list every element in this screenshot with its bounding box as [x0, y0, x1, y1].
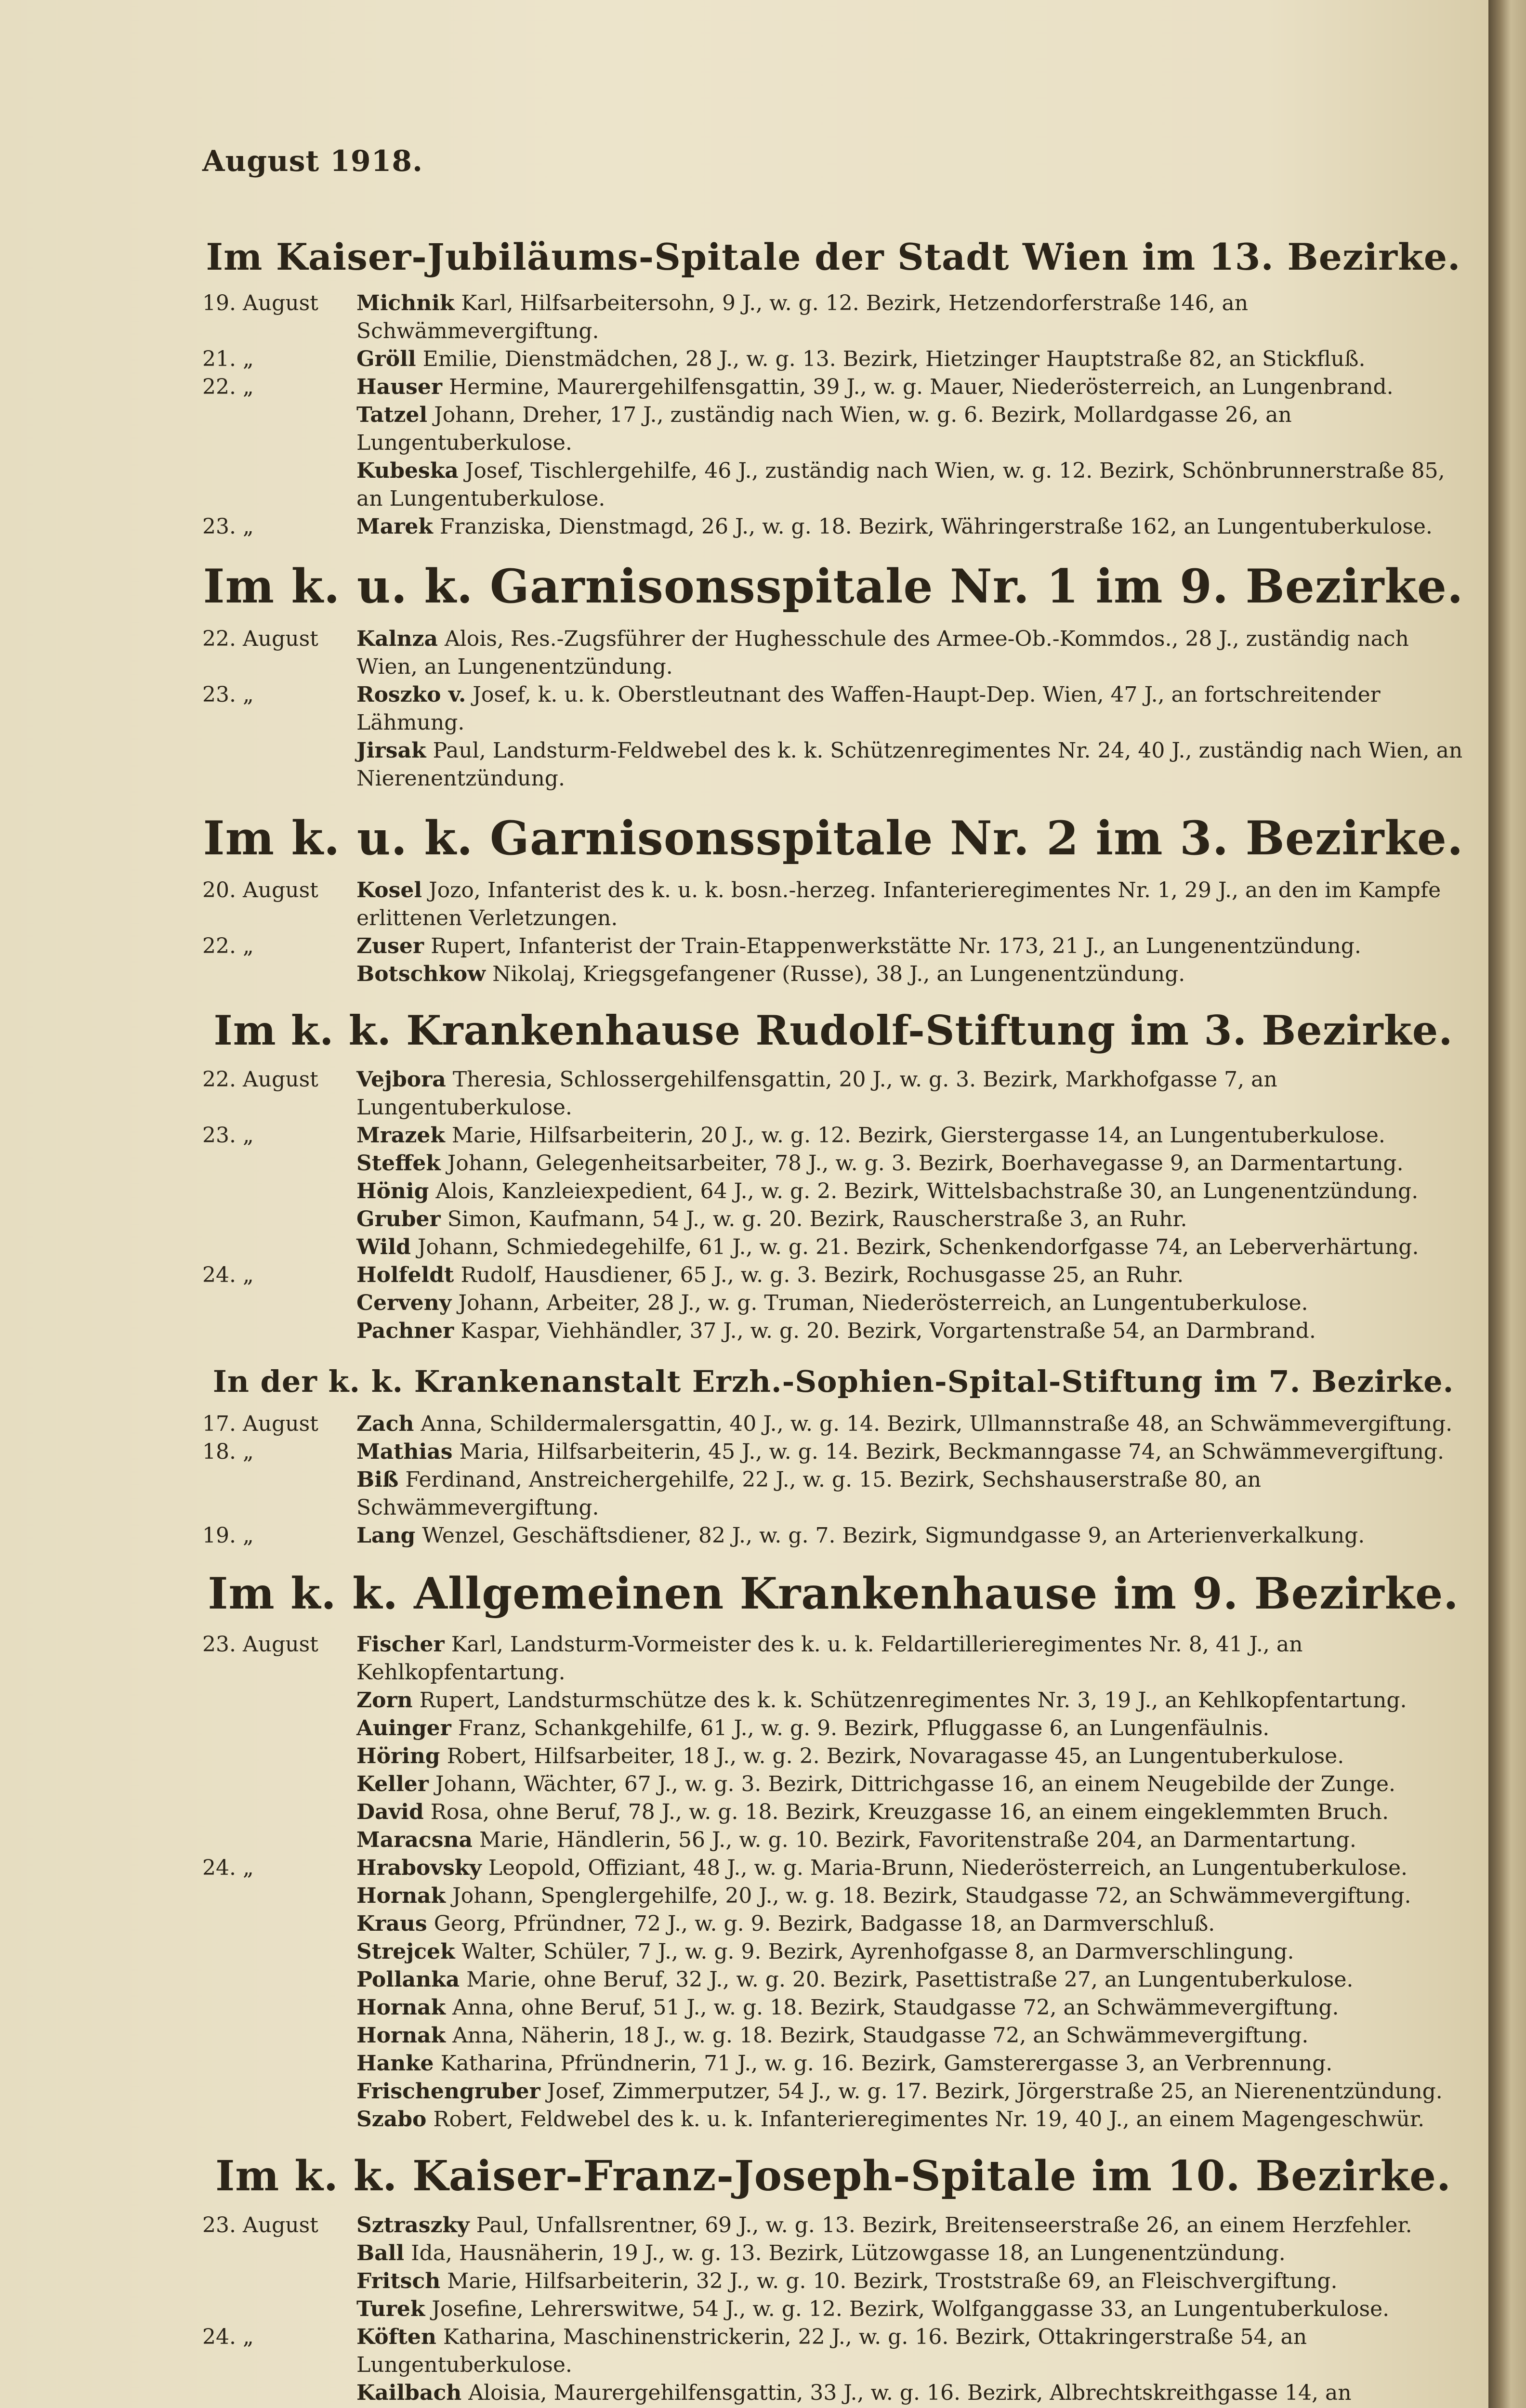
entry-body	[356, 1066, 1464, 1122]
entry-details: Simon, Kaufmann, 54 J., w. g. 20. Bezirk, Rauscherstraße 3, an Ruhr.	[447, 1206, 1187, 1231]
entry-surname: Kailbach	[356, 2381, 462, 2406]
entry-surname: Kubeska	[356, 458, 459, 484]
entry-surname: Fritsch	[356, 2269, 441, 2294]
entry-details: Johann, Schmiedegehilfe, 61 J., w. g. 21. Bezirk, Schenkendorfgasse 74, an Leberverhärtung.	[417, 1234, 1419, 1259]
entry-date: 21. „	[202, 347, 254, 372]
entry-surname: Steffek	[356, 1151, 441, 1176]
entry-details: Josef, k. u. k. Oberstleutnant des Waffen-Haupt-Dep. Wien, 47 J., an fortschreitender Lähmung.	[356, 682, 1381, 735]
document-content	[202, 144, 1464, 2408]
hospital-section	[202, 236, 1464, 541]
entry-body	[356, 401, 1464, 457]
entry-surname: Pollanka	[356, 1967, 460, 1992]
entry-details: Marie, Hilfsarbeiterin, 32 J., w. g. 10. Bezirk, Troststraße 69, an Fleischvergiftung.	[447, 2269, 1338, 2294]
entry-details: Ferdinand, Anstreichergehilfe, 22 J., w. g. 15. Bezirk, Sechshauserstraße 80, an Schwämmevergiftung.	[356, 1467, 1262, 1520]
entry-surname: Wild	[356, 1234, 411, 1259]
entry-details: Johann, Spenglergehilfe, 20 J., w. g. 18. Bezirk, Staudgasse 72, an Schwämmevergiftung.	[452, 1883, 1411, 1908]
death-entry	[202, 1205, 1464, 1233]
entry-details: Theresia, Schlossergehilfensgattin, 20 J., w. g. 3. Bezirk, Markhofgasse 7, an Lungentuberkulose.	[356, 1067, 1277, 1120]
entry-details: Ida, Hausnäherin, 19 J., w. g. 13. Bezirk, Lützowgasse 18, an Lungenentzündung.	[411, 2241, 1286, 2266]
death-entry	[202, 1687, 1464, 1714]
entry-details: Karl, Landsturm-Vormeister des k. u. k. Feldartillerieregimentes Nr. 8, 41 J., an Kehlkopfentartung.	[356, 1632, 1303, 1685]
entry-body	[356, 1826, 1464, 1854]
entry-details: Johann, Gelegenheitsarbeiter, 78 J., w. g. 3. Bezirk, Boerhavegasse 9, an Darmentartung.	[447, 1151, 1404, 1176]
entry-surname: Vejbora	[356, 1067, 446, 1092]
entry-body	[356, 1742, 1464, 1770]
death-entry	[202, 1522, 1464, 1550]
death-entry	[202, 1410, 1464, 1438]
entry-details: Johann, Wächter, 67 J., w. g. 3. Bezirk, Dittrichgasse 16, an einem Neugebilde der Zunge.	[435, 1771, 1396, 1796]
entry-date: 18. „	[202, 1440, 254, 1465]
entry-details: Josef, Tischlergehilfe, 46 J., zuständig nach Wien, w. g. 12. Bezirk, Schönbrunnerstraße 85, an Lungentuberkulose.	[356, 458, 1445, 511]
entry-body	[356, 2239, 1464, 2267]
entry-date: 23. August	[202, 2213, 318, 2238]
entry-details: Rosa, ohne Beruf, 78 J., w. g. 18. Bezirk, Kreuzgasse 16, an einem eingeklemmten Bruch.	[430, 1799, 1389, 1824]
death-entry	[202, 1742, 1464, 1770]
entry-surname: Hauser	[356, 375, 443, 400]
entry-surname: Tatzel	[356, 403, 428, 428]
hospital-section	[202, 1569, 1464, 2133]
entry-body	[356, 1178, 1464, 1205]
entry-details: Josefine, Lehrerswitwe, 54 J., w. g. 12. Bezirk, Wolfganggasse 33, an Lungentuberkulose.	[432, 2297, 1390, 2322]
entry-details: Walter, Schüler, 7 J., w. g. 9. Bezirk, Ayrenhofgasse 8, an Darmverschlingung.	[461, 1939, 1294, 1964]
entry-body	[356, 1966, 1464, 1994]
entry-details: Marie, Händlerin, 56 J., w. g. 10. Bezirk, Favoritenstraße 204, an Darmentartung.	[479, 1827, 1356, 1852]
entry-details: Aloisia, Maurergehilfensgattin, 33 J., w. g. 16. Bezirk, Albrechtskreithgasse 14, an	[468, 2381, 1352, 2406]
entry-details: Anna, Näherin, 18 J., w. g. 18. Bezirk, Staudgasse 72, an Schwämmevergiftung.	[452, 2023, 1309, 2048]
entry-surname: Jirsak	[356, 738, 426, 763]
death-entry	[202, 1798, 1464, 1826]
entry-details: Katharina, Pfründnerin, 71 J., w. g. 16. Bezirk, Gamsterergasse 3, an Verbrennung.	[440, 2051, 1333, 2076]
death-entry	[202, 1994, 1464, 2022]
entry-surname: David	[356, 1799, 424, 1824]
entry-body	[356, 457, 1464, 513]
hospital-section	[202, 2153, 1464, 2408]
entry-body	[356, 1261, 1464, 1289]
death-entry	[202, 1714, 1464, 1742]
entry-body	[356, 1687, 1464, 1714]
entry-surname: Gruber	[356, 1206, 441, 1231]
entry-date: 19. „	[202, 1523, 254, 1548]
entry-body	[356, 2050, 1464, 2078]
entry-body	[356, 877, 1464, 932]
entry-details: Leopold, Offiziant, 48 J., w. g. Maria-Brunn, Niederösterreich, an Lungentuberkulose.	[488, 1855, 1408, 1880]
entry-body	[356, 1631, 1464, 1687]
entry-details: Johann, Dreher, 17 J., zuständig nach Wien, w. g. 6. Bezirk, Mollardgasse 26, an Lungentuberkulose.	[356, 403, 1292, 456]
entry-surname: Kosel	[356, 878, 422, 903]
entry-surname: Hönig	[356, 1178, 429, 1204]
entry-details: Katharina, Maschinenstrickerin, 22 J., w. g. 16. Bezirk, Ottakringerstraße 54, an Lungentuberkulose.	[356, 2325, 1307, 2378]
death-entry	[202, 1966, 1464, 1994]
page-header: August 1918.	[202, 144, 423, 178]
death-entry	[202, 2106, 1464, 2133]
entry-date: 24. „	[202, 2325, 254, 2350]
death-entry	[202, 681, 1464, 737]
entry-surname: Lang	[356, 1523, 416, 1548]
entry-details: Marie, Hilfsarbeiterin, 20 J., w. g. 12. Bezirk, Gierstergasse 14, an Lungentuberkulose.	[451, 1123, 1385, 1148]
entry-details: Wenzel, Geschäftsdiener, 82 J., w. g. 7. Bezirk, Sigmundgasse 9, an Arterienverkalkung.	[422, 1523, 1365, 1548]
entry-date: 24. „	[202, 1262, 254, 1287]
section-title: Im k. k. Kaiser-Franz-Joseph-Spitale im 10. Bezirke.	[215, 2151, 1451, 2200]
entry-details: Franz, Schankgehilfe, 61 J., w. g. 9. Bezirk, Pfluggasse 6, an Lungenfäulnis.	[458, 1715, 1270, 1741]
entry-surname: Gröll	[356, 347, 416, 372]
death-entry	[202, 1438, 1464, 1466]
entry-body	[356, 2379, 1464, 2408]
entry-surname: Hornak	[356, 1995, 446, 2020]
death-entry	[202, 877, 1464, 932]
entry-body	[356, 1233, 1464, 1261]
entry-surname: Strejcek	[356, 1939, 455, 1964]
section-title: Im Kaiser-Jubiläums-Spitale der Stadt Wien im 13. Bezirke.	[206, 236, 1461, 278]
entry-details: Jozo, Infanterist des k. u. k. bosn.-herzeg. Infanterieregimentes Nr. 1, 29 J., an den im Kampfe erlittenen Verletzungen.	[356, 878, 1441, 931]
book-spine	[1488, 0, 1526, 2408]
entry-body	[356, 681, 1464, 737]
section-title: In der k. k. Krankenanstalt Erzh.-Sophien-Spital-Stiftung im 7. Bezirke.	[212, 1363, 1454, 1399]
entry-details: Alois, Kanzleiexpedient, 64 J., w. g. 2. Bezirk, Wittelsbachstraße 30, an Lungenentzündung.	[435, 1178, 1419, 1204]
death-entry	[202, 1854, 1464, 1882]
entry-details: Anna, Schildermalersgattin, 40 J., w. g. 14. Bezirk, Ullmannstraße 48, an Schwämmevergiftung.	[421, 1412, 1453, 1437]
entry-body	[356, 2022, 1464, 2050]
death-entry	[202, 2267, 1464, 2295]
entry-surname: Marek	[356, 514, 433, 539]
death-entry	[202, 401, 1464, 457]
death-entry	[202, 1150, 1464, 1178]
sections-container	[202, 236, 1464, 2408]
hospital-section	[202, 1364, 1464, 1550]
death-entry	[202, 1770, 1464, 1798]
entry-surname: Zuser	[356, 934, 424, 959]
entry-body	[356, 1938, 1464, 1966]
entry-details: Rudolf, Hausdiener, 65 J., w. g. 3. Bezirk, Rochusgasse 25, an Ruhr.	[460, 1262, 1184, 1287]
entry-body	[356, 2295, 1464, 2323]
entry-surname: Roszko v.	[356, 682, 466, 707]
death-entry	[202, 2323, 1464, 2379]
entry-surname: Keller	[356, 1771, 429, 1796]
entry-date: 24. „	[202, 1855, 254, 1880]
entry-body	[356, 1289, 1464, 1317]
entry-body	[356, 2212, 1464, 2239]
entry-details: Karl, Hilfsarbeitersohn, 9 J., w. g. 12. Bezirk, Hetzendorferstraße 146, an Schwämmevergiftung.	[356, 291, 1249, 344]
death-entry	[202, 2239, 1464, 2267]
entry-details: Robert, Feldwebel des k. u. k. Infanterieregimentes Nr. 19, 40 J., an einem Magengeschwür.	[433, 2107, 1425, 2132]
entry-details: Anna, ohne Beruf, 51 J., w. g. 18. Bezirk, Staudgasse 72, an Schwämmevergiftung.	[452, 1995, 1339, 2020]
entry-surname: Auinger	[356, 1715, 451, 1741]
entry-details: Rupert, Infanterist der Train-Etappenwerkstätte Nr. 173, 21 J., an Lungenentzündung.	[431, 934, 1361, 959]
entry-body	[356, 373, 1464, 401]
entry-body	[356, 1994, 1464, 2022]
entry-surname: Maracsna	[356, 1827, 473, 1852]
death-entry	[202, 1178, 1464, 1205]
entry-body	[356, 1122, 1464, 1150]
entry-body	[356, 1770, 1464, 1798]
entry-body	[356, 1910, 1464, 1938]
death-entry	[202, 932, 1464, 960]
hospital-section	[202, 1008, 1464, 1345]
death-entry	[202, 1466, 1464, 1522]
entry-body	[356, 1410, 1464, 1438]
death-entry	[202, 457, 1464, 513]
entry-surname: Botschkow	[356, 962, 486, 987]
entry-surname: Zach	[356, 1412, 414, 1437]
entry-date: 23. „	[202, 682, 254, 707]
death-entry	[202, 737, 1464, 793]
entry-date: 22. „	[202, 934, 254, 959]
death-entry	[202, 1122, 1464, 1150]
section-title: Im k. u. k. Garnisonsspitale Nr. 2 im 3. Bezirke.	[203, 811, 1464, 865]
entry-date: 17. August	[202, 1412, 318, 1437]
entry-date: 19. August	[202, 291, 318, 316]
entry-body	[356, 1522, 1464, 1550]
death-entry	[202, 1066, 1464, 1122]
entry-surname: Cerveny	[356, 1290, 452, 1315]
death-entry	[202, 1233, 1464, 1261]
death-entry	[202, 1261, 1464, 1289]
death-entry	[202, 1882, 1464, 1910]
entry-surname: Köften	[356, 2325, 436, 2350]
entry-surname: Szabo	[356, 2107, 427, 2132]
entry-surname: Hornak	[356, 1883, 446, 1908]
entry-surname: Zorn	[356, 1688, 413, 1713]
entry-details: Paul, Unfallsrentner, 69 J., w. g. 13. Bezirk, Breitenseerstraße 26, an einem Herzfehler.	[476, 2213, 1412, 2238]
entry-body	[356, 2267, 1464, 2295]
entry-surname: Kalnza	[356, 626, 438, 651]
entry-date: 22. August	[202, 626, 318, 651]
entry-details: Robert, Hilfsarbeiter, 18 J., w. g. 2. Bezirk, Novaragasse 45, an Lungentuberkulose.	[447, 1743, 1344, 1768]
death-entry	[202, 373, 1464, 401]
entry-date: 23. August	[202, 1632, 318, 1657]
entry-surname: Michnik	[356, 291, 455, 316]
entry-body	[356, 1466, 1464, 1522]
entry-body	[356, 737, 1464, 793]
entry-body	[356, 2106, 1464, 2133]
death-entry	[202, 625, 1464, 681]
entry-body	[356, 1205, 1464, 1233]
entry-surname: Holfeldt	[356, 1262, 454, 1287]
death-entry	[202, 2050, 1464, 2078]
entry-surname: Hanke	[356, 2051, 434, 2076]
entry-surname: Mathias	[356, 1440, 453, 1465]
death-entry	[202, 2212, 1464, 2239]
entry-surname: Sztraszky	[356, 2213, 470, 2238]
death-entry	[202, 1938, 1464, 1966]
entry-surname: Hornak	[356, 2023, 446, 2048]
death-entry	[202, 960, 1464, 988]
hospital-section	[202, 812, 1464, 988]
entry-body	[356, 2078, 1464, 2106]
entry-surname: Mrazek	[356, 1123, 445, 1148]
entry-details: Franziska, Dienstmagd, 26 J., w. g. 18. Bezirk, Währingerstraße 162, an Lungentuberkulose.	[439, 514, 1433, 539]
entry-surname: Biß	[356, 1467, 399, 1492]
entry-surname: Turek	[356, 2297, 425, 2322]
entry-body	[356, 1317, 1464, 1345]
entry-body	[356, 513, 1464, 541]
hospital-section	[202, 560, 1464, 792]
entry-body	[356, 625, 1464, 681]
entry-surname: Höring	[356, 1743, 440, 1768]
entry-details: Johann, Arbeiter, 28 J., w. g. Truman, Niederösterreich, an Lungentuberkulose.	[458, 1290, 1308, 1315]
death-entry	[202, 1317, 1464, 1345]
entry-details: Georg, Pfründner, 72 J., w. g. 9. Bezirk, Badgasse 18, an Darmverschluß.	[434, 1911, 1215, 1936]
entry-body	[356, 1150, 1464, 1178]
entry-details: Kaspar, Viehhändler, 37 J., w. g. 20. Bezirk, Vorgartenstraße 54, an Darmbrand.	[460, 1318, 1316, 1343]
entry-date: 22. August	[202, 1067, 318, 1092]
entry-details: Emilie, Dienstmädchen, 28 J., w. g. 13. Bezirk, Hietzinger Hauptstraße 82, an Stickfluß.	[422, 347, 1366, 372]
section-title: Im k. k. Allgemeinen Krankenhause im 9. Bezirke.	[208, 1568, 1459, 1620]
death-entry	[202, 345, 1464, 373]
entry-surname: Kraus	[356, 1911, 427, 1936]
entry-surname: Ball	[356, 2241, 405, 2266]
entry-details: Maria, Hilfsarbeiterin, 45 J., w. g. 14. Bezirk, Beckmanngasse 74, an Schwämmevergiftung.	[459, 1440, 1445, 1465]
entry-body	[356, 1798, 1464, 1826]
entry-body	[356, 932, 1464, 960]
entry-date: 23. „	[202, 1123, 254, 1148]
entry-date: 22. „	[202, 375, 254, 400]
entry-details: Rupert, Landsturmschütze des k. k. Schützenregimentes Nr. 3, 19 J., an Kehlkopfentartung.	[419, 1688, 1407, 1713]
section-title: Im k. u. k. Garnisonsspitale Nr. 1 im 9. Bezirke.	[203, 559, 1464, 614]
entry-body	[356, 1882, 1464, 1910]
entry-details: Alois, Res.-Zugsführer der Hughesschule des Armee-Ob.-Kommdos., 28 J., zuständig nach Wien, an Lungenentzündung.	[356, 626, 1409, 679]
death-entry	[202, 1289, 1464, 1317]
section-title: Im k. k. Krankenhause Rudolf-Stiftung im 3. Bezirke.	[213, 1007, 1453, 1055]
death-entry	[202, 513, 1464, 541]
entry-body	[356, 289, 1464, 345]
entry-surname: Frischengruber	[356, 2079, 540, 2104]
death-entry	[202, 289, 1464, 345]
entry-body	[356, 2323, 1464, 2379]
death-entry	[202, 1910, 1464, 1938]
death-entry	[202, 2295, 1464, 2323]
death-entry	[202, 1631, 1464, 1687]
entry-body	[356, 345, 1464, 373]
entry-surname: Hrabovsky	[356, 1855, 482, 1880]
entry-body	[356, 1854, 1464, 1882]
death-entry	[202, 2022, 1464, 2050]
death-entry	[202, 1826, 1464, 1854]
entry-surname: Fischer	[356, 1632, 445, 1657]
entry-surname: Pachner	[356, 1318, 454, 1343]
entry-body	[356, 1438, 1464, 1466]
death-entry	[202, 2379, 1464, 2408]
entry-body	[356, 1714, 1464, 1742]
entry-date: 20. August	[202, 878, 318, 903]
entry-body	[356, 960, 1464, 988]
entry-details: Paul, Landsturm-Feldwebel des k. k. Schützenregimentes Nr. 24, 40 J., zuständig nach Wien, an Nierenentzündung.	[356, 738, 1463, 791]
entry-details: Hermine, Maurergehilfensgattin, 39 J., w. g. Mauer, Niederösterreich, an Lungenbrand.	[449, 375, 1394, 400]
entry-details: Marie, ohne Beruf, 32 J., w. g. 20. Bezirk, Pasettistraße 27, an Lungentuberkulose.	[466, 1967, 1354, 1992]
entry-details: Nikolaj, Kriegsgefangener (Russe), 38 J., an Lungenentzündung.	[492, 962, 1185, 987]
entry-details: Josef, Zimmerputzer, 54 J., w. g. 17. Bezirk, Jörgerstraße 25, an Nierenentzündung.	[547, 2079, 1443, 2104]
death-entry	[202, 2078, 1464, 2106]
entry-date: 23. „	[202, 514, 254, 539]
